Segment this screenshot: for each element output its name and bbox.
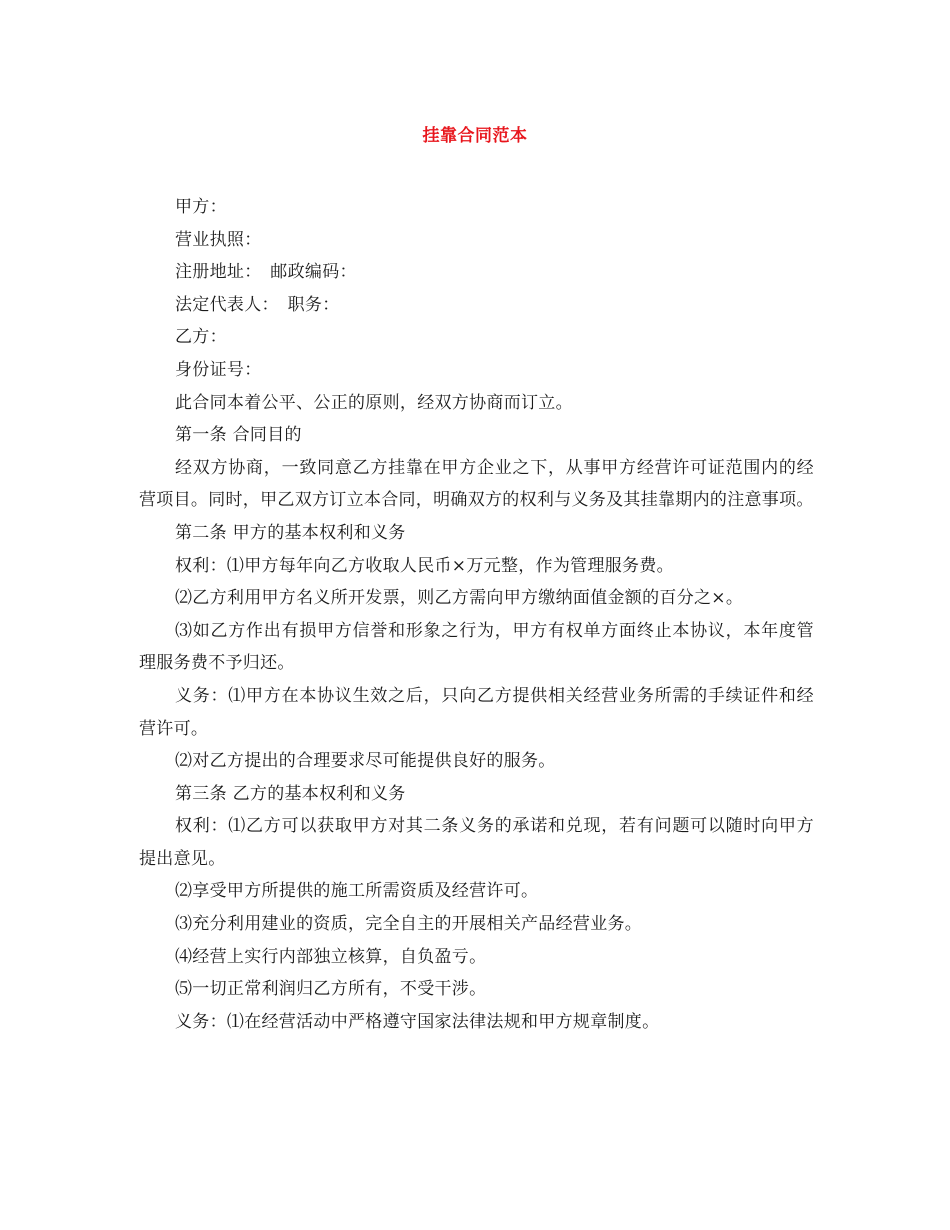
paragraph-business-license: 营业执照：: [175, 229, 262, 250]
paragraph-party-b: 乙方：: [175, 327, 227, 348]
article-3-right-4: ⑷经营上实行内部独立核算，自负盈亏。: [175, 946, 487, 967]
article-2-duty-2: ⑵对乙方提出的合理要求尽可能提供良好的服务。: [175, 751, 556, 772]
article-2-right-3: ⑶如乙方作出有损甲方信誉和形象之行为，甲方有权单方面终止本协议，本年度管理服务费不予归还。: [139, 620, 814, 674]
article-1-heading: 第一条 合同目的: [175, 425, 302, 446]
paragraph-legal-representative: 法定代表人： 职务：: [175, 294, 340, 315]
article-3-right-1: 权利：⑴乙方可以获取甲方对其二条义务的承诺和兑现，若有问题可以随时向甲方提出意见。: [139, 816, 814, 869]
article-2-right-1: 权利：⑴甲方每年向乙方收取人民币×万元整，作为管理服务费。: [175, 555, 674, 576]
paragraph-party-a: 甲方：: [175, 197, 227, 217]
paragraph-preamble: 此合同本着公平、公正的原则，经双方协商而订立。: [175, 392, 573, 413]
article-2-duty-1: 义务：⑴甲方在本协议生效之后，只向乙方提供相关经营业务所需的手续证件和经营许可。: [139, 685, 814, 739]
article-1-text: 经双方协商，一致同意乙方挂靠在甲方企业之下，从事甲方经营许可证范围内的经营项目。同时，甲乙双方订立本合同，明确双方的权利与义务及其挂靠期内的注意事项。: [139, 457, 814, 511]
document-title: 挂靠合同范本: [422, 126, 528, 146]
article-3-heading: 第三条 乙方的基本权利和义务: [175, 783, 406, 804]
paragraph-registered-address: 注册地址： 邮政编码：: [175, 262, 357, 283]
paragraph-id-number: 身份证号：: [175, 359, 262, 380]
document-body: [139, 191, 814, 1038]
article-3-right-2: ⑵享受甲方所提供的施工所需资质及经营许可。: [175, 881, 539, 902]
article-3-right-5: ⑸一切正常利润归乙方所有，不受干涉。: [175, 979, 487, 1000]
article-2-right-2: ⑵乙方利用甲方名义所开发票，则乙方需向甲方缴纳面值金额的百分之×。: [175, 588, 744, 609]
article-3-right-3: ⑶充分利用建业的资质，完全自主的开展相关产品经营业务。: [175, 914, 643, 935]
article-2-heading: 第二条 甲方的基本权利和义务: [175, 522, 406, 543]
article-3-duty-1: 义务：⑴在经营活动中严格遵守国家法律法规和甲方规章制度。: [175, 1011, 660, 1032]
